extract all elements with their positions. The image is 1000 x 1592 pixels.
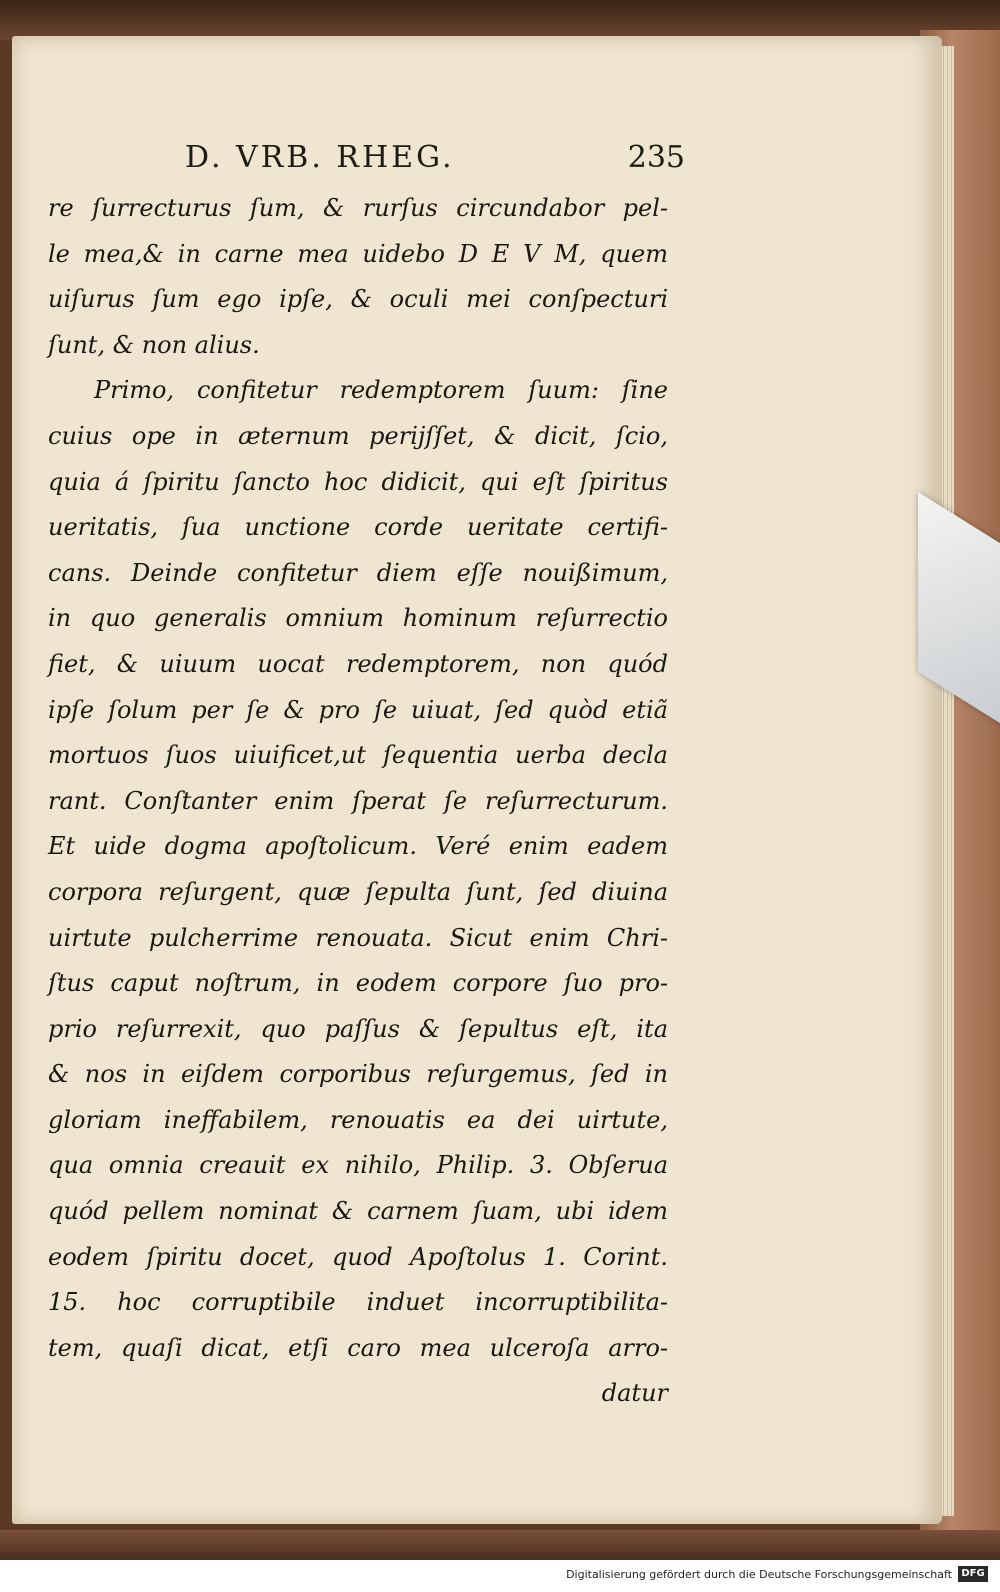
page-header <box>185 140 685 184</box>
text-line: gloriam ineffabilem, renouatis ea dei uirtute, <box>48 1105 668 1134</box>
text-line: corpora reſurgent, quæ ſepulta ſunt, ſed diuina <box>48 877 668 906</box>
text-line: ueritatis, ſua unctione corde ueritate certifi- <box>48 513 668 542</box>
text-line: Et uide dogma apoſtolicum. Veré enim eadem <box>48 832 668 861</box>
text-line: ſtus caput noſtrum, in eodem corpore ſuo pro- <box>48 969 668 998</box>
text-line: in quo generalis omnium hominum reſurrectio <box>48 604 668 633</box>
book-cover-bottom-edge <box>0 1530 1000 1560</box>
running-head: D. VRB. RHEG. <box>185 140 455 175</box>
text-line: quia á ſpiritu ſancto hoc didicit, qui eſt ſpiritus <box>48 467 668 496</box>
page-body-text <box>48 186 668 1417</box>
text-line: ſunt, & non alius. <box>48 330 260 359</box>
catchword: datur <box>601 1379 668 1408</box>
text-line: Primo, confitetur redemptorem ſuum: ſine <box>94 376 668 405</box>
dfg-logo: DFG <box>958 1566 988 1582</box>
text-line: le mea,& in carne mea uidebo D E V M, quem <box>48 239 668 268</box>
text-line: eodem ſpiritu docet, quod Apoſtolus 1. Corint. <box>48 1242 668 1271</box>
text-line: 15. hoc corruptibile induet incorruptibilita- <box>48 1288 668 1317</box>
text-line: ipſe ſolum per ſe & pro ſe uiuat, ſed quòd etiã <box>48 695 668 724</box>
page-edges <box>940 46 954 1516</box>
text-line: & nos in eiſdem corporibus reſurgemus, ſed in <box>48 1060 668 1089</box>
page-number: 235 <box>627 140 685 175</box>
text-line: uirtute pulcherrime renouata. Sicut enim Chri- <box>48 923 668 952</box>
text-line: uiſurus ſum ego ipſe, & oculi mei conſpecturi <box>48 285 668 314</box>
book-cover-top-edge <box>0 0 1000 40</box>
text-line: fiet, & uiuum uocat redemptorem, non quód <box>48 649 668 678</box>
text-line: rant. Conſtanter enim ſperat ſe reſurrecturum. <box>48 786 668 815</box>
text-line: quód pellem nominat & carnem ſuam, ubi idem <box>48 1197 668 1226</box>
text-line: tem, quaſi dicat, etſi caro mea ulceroſa arro- <box>48 1333 668 1362</box>
text-line: cans. Deinde confitetur diem eſſe nouißimum, <box>48 558 668 587</box>
funding-credit: Digitalisierung gefördert durch die Deutsche Forschungsgemeinschaft <box>566 1568 952 1581</box>
text-line: re ſurrecturus ſum, & rurſus circundabor pel- <box>48 194 668 222</box>
text-line: prio reſurrexit, quo paſſus & ſepultus eſt, ita <box>48 1014 668 1043</box>
text-line: mortuos ſuos uiuificet,ut ſequentia uerba decla <box>48 741 668 770</box>
text-line: cuius ope in æternum perijſſet, & dicit, ſcio, <box>48 421 668 450</box>
text-line: qua omnia creauit ex nihilo, Philip. 3. Obſerua <box>48 1151 668 1180</box>
digitization-footer <box>0 1560 1000 1592</box>
